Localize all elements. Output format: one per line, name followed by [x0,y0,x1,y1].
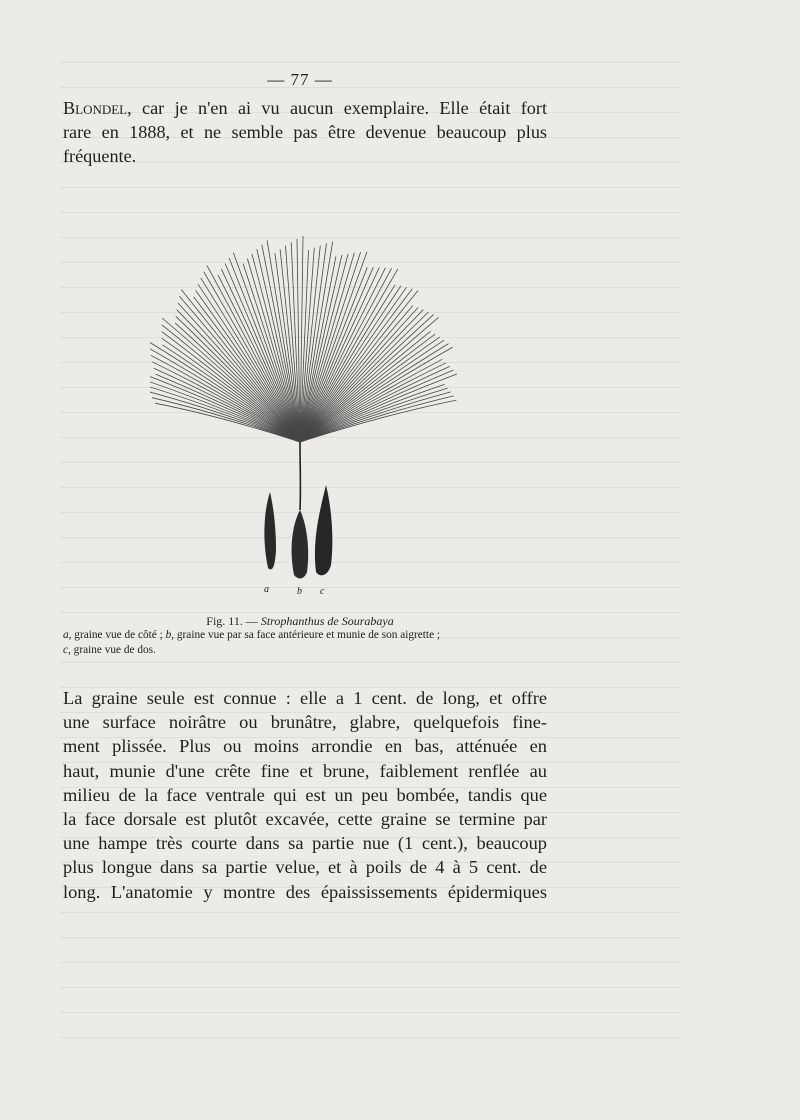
paragraph-intro-line [63,96,547,120]
figure-caption-title [0,614,600,629]
page-number: — 77 — [267,70,333,89]
author-name: Blondel [63,98,128,118]
figure-label-b: b [297,586,302,597]
seed-drawing [150,180,460,600]
seed-b [292,510,309,578]
figure-label-a: a [264,584,269,595]
body-line: milieu de la face ventrale qui est un peu bombée, tandis que [63,784,547,805]
body-line: ment plissée. Plus ou moins arrondie en bas, atténuée en [63,736,547,757]
paragraph-intro-line: fréquente. [63,146,137,166]
seed-illustration [150,180,460,600]
body-line: long. L'anatomie y montre des épaississements épidermiques [63,881,547,902]
text-span: b [165,629,172,641]
body-line: La graine seule est connue : elle a 1 cent. de long, et offre [63,688,547,708]
paragraph-description [63,686,547,904]
body-line: la face dorsale est plutôt excavée, cette graine se termine par [63,809,547,830]
caption-line [63,643,547,658]
body-line: une hampe très courte dans sa partie nue (1 cent.), beaucoup [63,833,547,854]
paragraph-intro-line: rare en 1888, et ne semble pas être devenue beaucoup plus [63,122,547,142]
text-span: , graine vue de dos. [68,644,156,656]
body-line: une surface noirâtre ou brunâtre, glabre, quelquefois fine- [63,712,547,733]
body-line: haut, munie d'une crête fine et brune, faiblement renflée au [63,760,547,781]
text-span: a [63,629,69,641]
seed-c [315,485,332,575]
paragraph-intro [63,96,547,168]
text-span: c [63,644,69,656]
text-span: , car je n'en ai vu aucun exemplaire. Elle était fort [127,98,547,118]
seed-a [264,492,276,569]
aigrette-hair [181,290,300,442]
aigrette-hairs [150,236,457,442]
text-span: , graine vue par sa face antérieure et munie de son aigrette ; [171,629,441,641]
figure-number: Fig. 11. — [206,614,258,628]
text-span: , graine vue de côté ; [68,629,166,641]
figure-caption-body [63,628,547,658]
body-line: plus longue dans sa partie velue, et à poils de 4 à 5 cent. de [63,857,547,878]
figure-title: Strophanthus de Sourabaya [260,614,394,628]
figure-label-c: c [320,586,325,597]
caption-line [63,628,547,643]
